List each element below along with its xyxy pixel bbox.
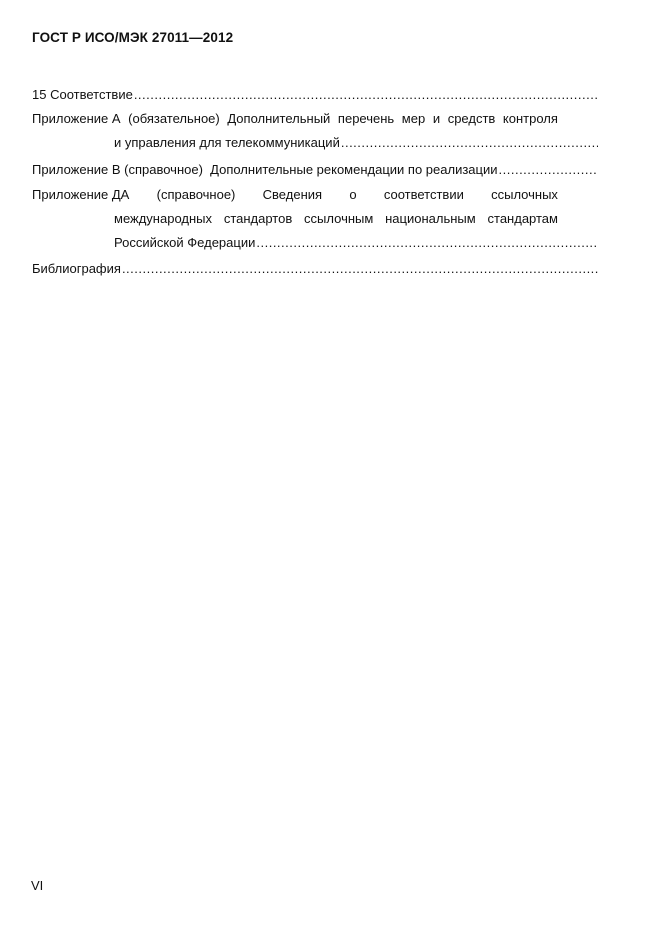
toc-word: о bbox=[349, 187, 357, 202]
dot-leader bbox=[499, 162, 598, 178]
toc-word: Сведения bbox=[262, 187, 323, 202]
toc-entry-annex-da-line3[interactable] bbox=[114, 235, 598, 251]
dot-leader bbox=[134, 87, 598, 103]
toc-entry-annex-da-line1[interactable] bbox=[32, 187, 558, 203]
dot-leader bbox=[256, 235, 598, 251]
toc-word: Приложение А bbox=[32, 111, 121, 126]
toc-entry-annex-b[interactable] bbox=[32, 162, 598, 178]
toc-word: ссылочным bbox=[304, 211, 374, 226]
toc-word: международных bbox=[114, 211, 212, 226]
toc-word: средств bbox=[447, 111, 496, 126]
toc-entry-bibliography[interactable] bbox=[32, 261, 598, 277]
toc-entry-label: Российской Федерации bbox=[114, 235, 256, 250]
toc-word: и bbox=[432, 111, 441, 126]
toc-word: стандартам bbox=[487, 211, 558, 226]
toc-entry-label: Приложение В (справочное) Дополнительные рекомендации по реализации bbox=[32, 162, 498, 177]
toc-entry-annex-da-line2[interactable] bbox=[114, 211, 558, 227]
page-number: VI bbox=[31, 878, 44, 893]
toc-entry-label: 15 Соответствие bbox=[32, 87, 133, 102]
toc-word: Дополнительный bbox=[227, 111, 331, 126]
toc-word: ссылочных bbox=[491, 187, 558, 202]
toc-entry-annex-a-line1[interactable] bbox=[32, 111, 558, 127]
toc-word: перечень bbox=[337, 111, 395, 126]
toc-word: соответствии bbox=[383, 187, 464, 202]
toc-entry-label: Библиография bbox=[32, 261, 121, 276]
toc-word: стандартов bbox=[223, 211, 293, 226]
dot-leader bbox=[122, 261, 598, 277]
toc-word: (справочное) bbox=[156, 187, 236, 202]
toc-word: мер bbox=[401, 111, 426, 126]
toc-word: Приложение ДА bbox=[32, 187, 130, 202]
dot-leader bbox=[341, 135, 598, 151]
toc-entry-label: и управления для телекоммуникаций bbox=[114, 135, 340, 150]
document-header: ГОСТ Р ИСО/МЭК 27011—2012 bbox=[32, 30, 234, 45]
toc-entry-annex-a-line2[interactable] bbox=[114, 135, 598, 151]
toc-word: контроля bbox=[502, 111, 558, 126]
toc-word: национальным bbox=[385, 211, 476, 226]
toc-word: (обязательное) bbox=[128, 111, 220, 126]
toc-entry-conformance[interactable] bbox=[32, 87, 598, 103]
